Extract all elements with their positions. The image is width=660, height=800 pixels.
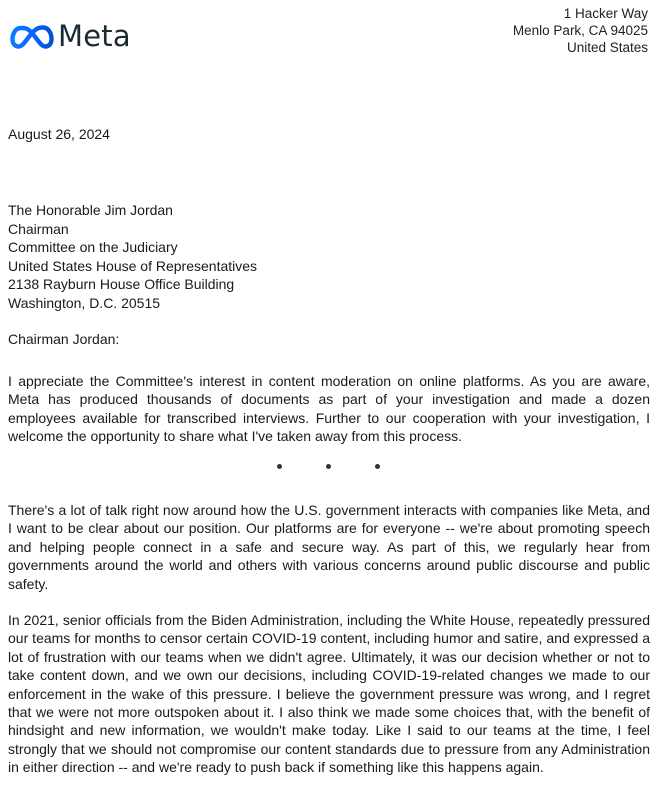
- letterhead: [0, 0, 660, 80]
- separator-asterisk: [326, 464, 331, 469]
- address-country: United States: [566, 40, 648, 55]
- sender-address: [513, 5, 648, 56]
- body-paragraph-3: In 2021, senior officials from the Biden Administration, including the White House, repeatedly pressured our teams for months to censor certain COVID-19 content, including humor and satire, and expressed a lot of frustration with our teams when we didn't agree. Ultimately, it was our decision whether or not to take content down, and we own our decisions, including COVID-19-related changes we made to our enforcement in the wake of this pressure. I believe the government pressure was wrong, and I regret that we were not more outspoken about it. I also think we made some choices that, with the benefit of hindsight and new information, we wouldn't make today. Like I said to our teams at the time, I feel strongly that we should not compromise our content standards due to pressure from any Administration in either direction -- and we're ready to push back if something like this happens again.: [8, 612, 650, 776]
- salutation: Chairman Jordan:: [8, 331, 120, 347]
- meta-logo: [10, 19, 131, 53]
- recipient-address-block: [8, 201, 257, 312]
- separator-asterisk: [375, 464, 380, 469]
- separator-asterisk: [277, 464, 282, 469]
- recipient-name: The Honorable Jim Jordan: [8, 202, 173, 218]
- meta-infinity-logo-icon: [10, 24, 54, 50]
- logo-wordmark: Meta: [58, 19, 131, 53]
- recipient-committee: Committee on the Judiciary: [8, 239, 178, 255]
- body-paragraph-1: I appreciate the Committee's interest in content moderation on online platforms. As you are aware, Meta has produced thousands of documents as part of your investigation and made a dozen employees available for transcribed interviews. Further to our cooperation with your investigation, I welcome the opportunity to share what I've taken away from this process.: [8, 373, 650, 445]
- address-city: Menlo Park, CA 94025: [512, 23, 648, 38]
- recipient-city: Washington, D.C. 20515: [8, 294, 161, 311]
- recipient-office: 2138 Rayburn House Office Building: [8, 276, 235, 292]
- body-paragraph-2: There's a lot of talk right now around how the U.S. government interacts with companies like Meta, and I want to be clear about our position. Our platforms are for everyone -- we're about promoting speech and helping people connect in a safe and secure way. As part of this, we regularly hear from governments around the world and others with various concerns around public discourse and public safety.: [8, 502, 650, 592]
- recipient-body: United States House of Representatives: [8, 257, 258, 274]
- section-separator: [0, 460, 660, 476]
- address-street: 1 Hacker Way: [563, 6, 648, 21]
- recipient-title: Chairman: [8, 220, 69, 237]
- letter-date: August 26, 2024: [8, 126, 110, 142]
